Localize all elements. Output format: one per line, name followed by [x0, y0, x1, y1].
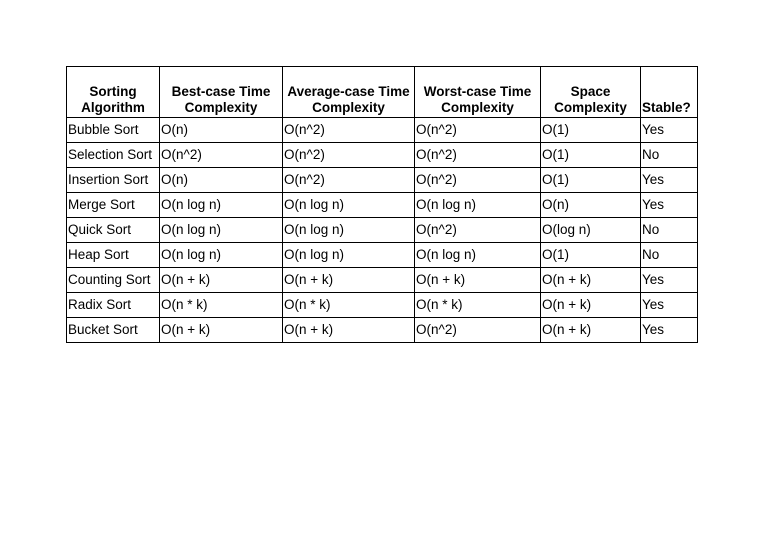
cell-stable: No	[641, 143, 698, 168]
cell-average-case: O(n log n)	[283, 193, 415, 218]
table-header	[67, 67, 698, 118]
cell-best-case: O(n + k)	[160, 268, 283, 293]
cell-best-case: O(n^2)	[160, 143, 283, 168]
cell-stable: Yes	[641, 118, 698, 143]
cell-algorithm: Counting Sort	[67, 268, 160, 293]
cell-algorithm: Heap Sort	[67, 243, 160, 268]
table-row	[67, 218, 698, 243]
cell-stable: Yes	[641, 268, 698, 293]
cell-space: O(n)	[541, 193, 641, 218]
cell-space: O(log n)	[541, 218, 641, 243]
table-row	[67, 118, 698, 143]
cell-best-case: O(n)	[160, 118, 283, 143]
cell-worst-case: O(n^2)	[415, 318, 541, 343]
cell-algorithm: Bubble Sort	[67, 118, 160, 143]
cell-best-case: O(n)	[160, 168, 283, 193]
cell-average-case: O(n^2)	[283, 168, 415, 193]
cell-algorithm: Selection Sort	[67, 143, 160, 168]
cell-average-case: O(n * k)	[283, 293, 415, 318]
cell-stable: Yes	[641, 193, 698, 218]
table-row	[67, 143, 698, 168]
cell-space: O(n + k)	[541, 293, 641, 318]
cell-space: O(1)	[541, 118, 641, 143]
header-space-complexity: Space Complexity	[541, 67, 641, 118]
header-worst-case: Worst-case Time Complexity	[415, 67, 541, 118]
cell-algorithm: Radix Sort	[67, 293, 160, 318]
cell-worst-case: O(n^2)	[415, 218, 541, 243]
cell-stable: No	[641, 243, 698, 268]
cell-best-case: O(n log n)	[160, 218, 283, 243]
table-row	[67, 168, 698, 193]
cell-stable: Yes	[641, 318, 698, 343]
cell-space: O(1)	[541, 243, 641, 268]
cell-stable: Yes	[641, 293, 698, 318]
header-row	[67, 67, 698, 118]
table-body	[67, 118, 698, 343]
cell-algorithm: Insertion Sort	[67, 168, 160, 193]
cell-average-case: O(n + k)	[283, 318, 415, 343]
cell-worst-case: O(n * k)	[415, 293, 541, 318]
cell-worst-case: O(n^2)	[415, 118, 541, 143]
cell-space: O(n + k)	[541, 318, 641, 343]
cell-space: O(1)	[541, 143, 641, 168]
cell-algorithm: Merge Sort	[67, 193, 160, 218]
cell-space: O(1)	[541, 168, 641, 193]
cell-algorithm: Quick Sort	[67, 218, 160, 243]
cell-average-case: O(n^2)	[283, 118, 415, 143]
cell-best-case: O(n log n)	[160, 243, 283, 268]
cell-best-case: O(n log n)	[160, 193, 283, 218]
cell-average-case: O(n^2)	[283, 143, 415, 168]
header-stable: Stable?	[641, 67, 698, 118]
cell-worst-case: O(n log n)	[415, 243, 541, 268]
cell-average-case: O(n log n)	[283, 243, 415, 268]
cell-average-case: O(n + k)	[283, 268, 415, 293]
cell-worst-case: O(n^2)	[415, 143, 541, 168]
table-row	[67, 293, 698, 318]
table-row	[67, 243, 698, 268]
table-row	[67, 193, 698, 218]
sorting-algorithms-table	[66, 66, 698, 343]
cell-worst-case: O(n^2)	[415, 168, 541, 193]
header-average-case: Average-case Time Complexity	[283, 67, 415, 118]
table-row	[67, 318, 698, 343]
table-row	[67, 268, 698, 293]
cell-best-case: O(n * k)	[160, 293, 283, 318]
header-sorting-algorithm: Sorting Algorithm	[67, 67, 160, 118]
cell-stable: Yes	[641, 168, 698, 193]
cell-stable: No	[641, 218, 698, 243]
cell-best-case: O(n + k)	[160, 318, 283, 343]
cell-worst-case: O(n + k)	[415, 268, 541, 293]
cell-space: O(n + k)	[541, 268, 641, 293]
cell-algorithm: Bucket Sort	[67, 318, 160, 343]
header-best-case: Best-case Time Complexity	[160, 67, 283, 118]
cell-average-case: O(n log n)	[283, 218, 415, 243]
cell-worst-case: O(n log n)	[415, 193, 541, 218]
